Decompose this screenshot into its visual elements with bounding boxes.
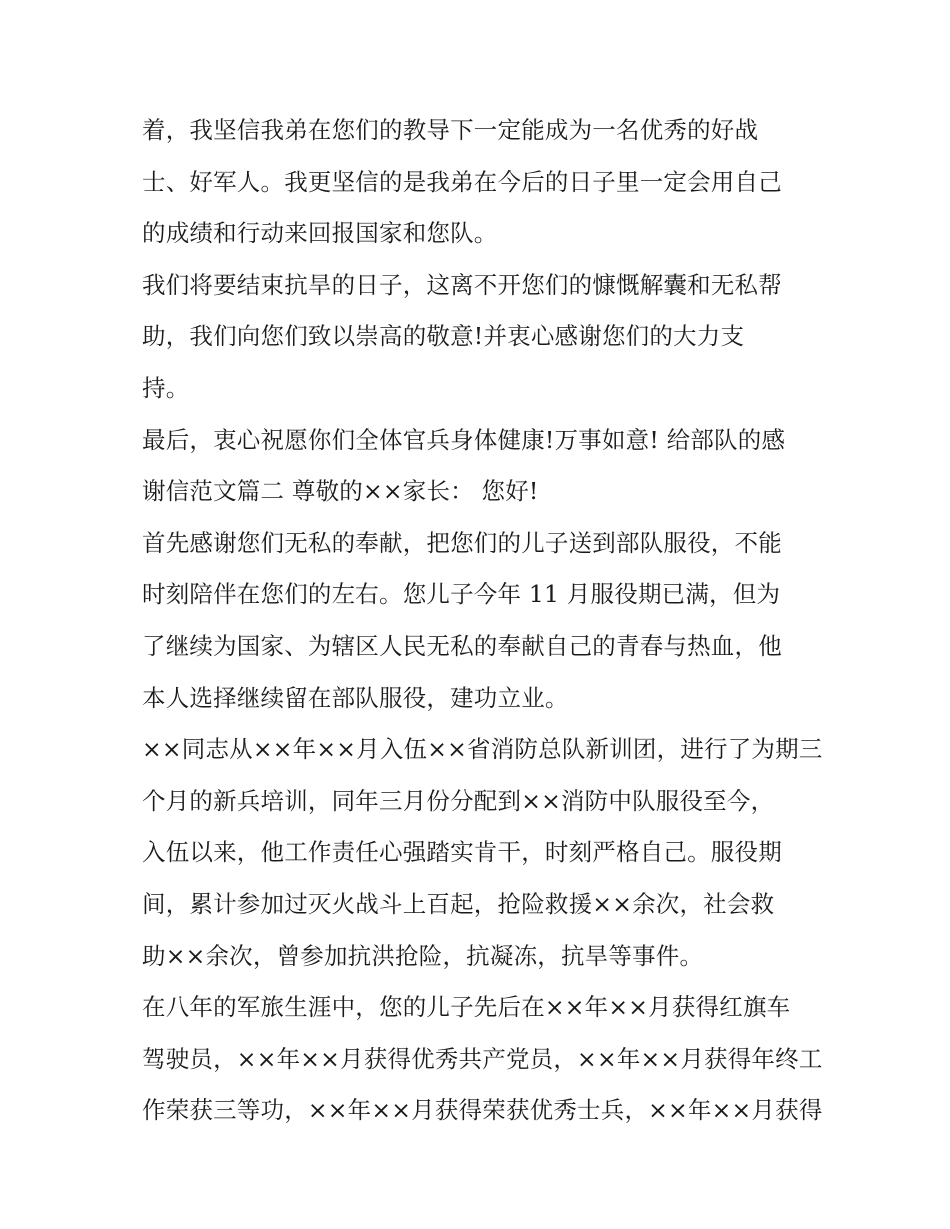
text-line: 持。 bbox=[142, 373, 190, 402]
text-line: 在八年的军旅生涯中，您的儿子先后在××年××月获得红旗车 bbox=[142, 993, 791, 1022]
text-line: 个月的新兵培训，同年三月份分配到××消防中队服役至今， bbox=[142, 786, 775, 815]
text-line: 本人选择继续留在部队服役，建功立业。 bbox=[142, 683, 569, 712]
text-line: 驾驶员，××年××月获得优秀共产党员，××年××月获得年终工 bbox=[142, 1044, 823, 1073]
text-line: 首先感谢您们无私的奉献，把您们的儿子送到部队服役，不能 bbox=[142, 528, 782, 557]
letter-body bbox=[142, 107, 822, 1139]
text-line: 助××余次，曾参加抗洪抢险，抗凝冻，抗旱等事件。 bbox=[142, 941, 704, 970]
text-line: 着，我坚信我弟在您们的教导下一定能成为一名优秀的好战 bbox=[142, 116, 759, 144]
text-line: 间，累计参加过灭火战斗上百起，抢险救援××余次，社会救 bbox=[142, 889, 775, 918]
text-line: 入伍以来，他工作责任心强踏实肯干，时刻严格自己。服役期 bbox=[142, 838, 782, 867]
text-line: ××同志从××年××月入伍××省消防总队新训团，进行了为期三 bbox=[142, 735, 823, 764]
text-line: 最后，衷心祝愿你们全体官兵身体健康!万事如意! 给部队的感 bbox=[142, 425, 786, 454]
text-line: 了继续为国家、为辖区人民无私的奉献自己的青春与热血，他 bbox=[142, 631, 782, 660]
text-line: 作荣获三等功，××年××月获得荣获优秀士兵，××年××月获得 bbox=[142, 1096, 823, 1125]
text-line: 时刻陪伴在您们的左右。您儿子今年 11 月服役期已满，但为 bbox=[142, 580, 781, 609]
text-line: 的成绩和行动来回报国家和您队。 bbox=[142, 219, 498, 248]
text-line: 谢信范文篇二 尊敬的××家长： 您好! bbox=[142, 477, 539, 506]
text-line: 我们将要结束抗旱的日子，这离不开您们的慷慨解囊和无私帮 bbox=[142, 270, 782, 299]
text-line: 士、好军人。我更坚信的是我弟在今后的日子里一定会用自己 bbox=[142, 167, 782, 196]
text-line: 助，我们向您们致以崇高的敬意!并衷心感谢您们的大力支 bbox=[142, 322, 745, 351]
